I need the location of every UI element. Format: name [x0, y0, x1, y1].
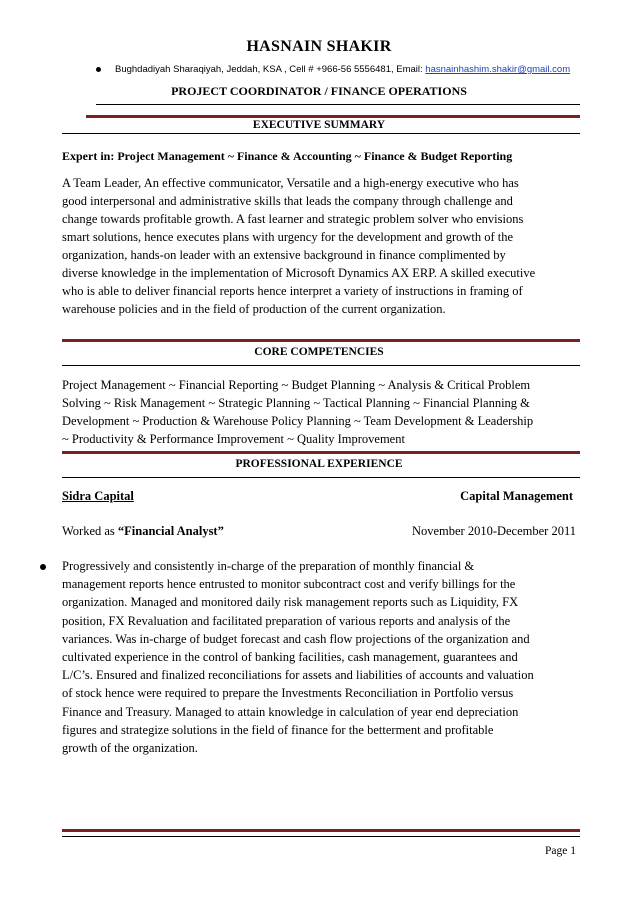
experience-line: L/C’s. Ensured and finalized reconciliations for assets and liabilities of accounts and valuation [62, 668, 534, 683]
summary-line: warehouse policies and in the field of production of the current organization. [62, 302, 446, 316]
experience-line: Progressively and consistently in-charge of the preparation of monthly financial & [62, 559, 475, 573]
summary-line: change towards profitable growth. A fast learner and strategic problem solver who envisions [62, 212, 524, 226]
competency-line: Solving ~ Risk Management ~ Strategic Planning ~ Tactical Planning ~ Financial Planning & [62, 396, 530, 410]
experience-line: figures and strategize solutions in the field of finance for the betterment and profitable [62, 722, 494, 737]
job-title: PROJECT COORDINATOR / FINANCE OPERATIONS [171, 84, 467, 98]
bullet-icon [40, 564, 46, 570]
summary-line: diverse knowledge in the implementation of Microsoft Dynamics AX ERP. A skilled executive [62, 266, 536, 280]
expert-in: Expert in: Project Management ~ Finance & Accounting ~ Finance & Budget Reporting [62, 149, 513, 163]
company-type: Capital Management [460, 489, 573, 503]
divider [96, 104, 580, 105]
candidate-name: HASNAIN SHAKIR [246, 38, 392, 55]
experience-line: organization. Managed and monitored daily risk management reports such as Liquidity, FX [62, 595, 519, 610]
divider [62, 477, 580, 478]
section-heading-executive-summary: EXECUTIVE SUMMARY [252, 119, 386, 131]
experience-line: Finance and Treasury. Managed to attain knowledge in calculation of year end depreciation [62, 704, 519, 719]
role-prefix: Worked as [62, 524, 118, 538]
experience-line: position, FX Revaluation and facilitated preparation of various reports and analysis of the [62, 613, 511, 628]
role-line [62, 524, 224, 539]
section-heading-core-competencies: CORE COMPETENCIES [254, 346, 384, 358]
contact-address: Bughdadiyah Sharaqiyah, Jeddah, KSA , Cell # +966-56 5556481, Email: [115, 64, 426, 75]
summary-line: who is able to deliver financial reports hence interpret a variety of instructions in framing of [62, 284, 523, 298]
competency-line: Development ~ Production & Warehouse Policy Planning ~ Team Development & Leadership [62, 414, 534, 428]
divider [62, 133, 580, 134]
email-link[interactable]: hasnainhashim.shakir@gmail.com [425, 64, 571, 75]
contact-line [96, 64, 571, 75]
experience-line: cultivated experience in the control of banking facilities, cash management, guarantees and [62, 650, 518, 665]
experience-line: variances. Was in-charge of budget forecast and cash flow projections of the organization and [62, 631, 530, 646]
experience-line: growth of the organization. [62, 741, 198, 756]
bullet-icon [96, 67, 101, 72]
competency-line: Project Management ~ Financial Reporting ~ Budget Planning ~ Analysis & Critical Problem [62, 378, 531, 392]
summary-line: smart solutions, hence executes plans with urgency for the development and growth of the [62, 230, 514, 244]
summary-paragraph [62, 174, 578, 318]
footer-divider [62, 836, 580, 837]
summary-line: A Team Leader, An effective communicator, Versatile and a high-energy executive who has [62, 176, 519, 190]
role-title: “Financial Analyst” [117, 524, 224, 538]
competency-line: ~ Productivity & Performance Improvement ~ Quality Improvement [62, 432, 405, 446]
page-number: Page 1 [545, 845, 576, 857]
experience-bullet-text [62, 557, 578, 757]
divider [62, 451, 580, 454]
section-heading-professional-experience: PROFESSIONAL EXPERIENCE [235, 458, 403, 470]
experience-line: of stock hence were required to prepare the Investments Reconciliation in Portfolio versus [62, 686, 514, 701]
divider [62, 339, 580, 342]
footer-divider [62, 829, 580, 832]
employment-dates: November 2010-December 2011 [411, 524, 576, 538]
divider [62, 365, 580, 366]
company-name: Sidra Capital [62, 489, 134, 503]
divider [86, 115, 580, 118]
summary-line: good interpersonal and administrative skills that leads the company through challenge and [62, 194, 513, 208]
competencies-paragraph [62, 376, 578, 448]
summary-line: organization, hands-on leader with an extensive background in finance complimented by [62, 248, 506, 262]
experience-line: management reports hence entrusted to monitor subcontract cost and verify billings for the [62, 577, 516, 592]
